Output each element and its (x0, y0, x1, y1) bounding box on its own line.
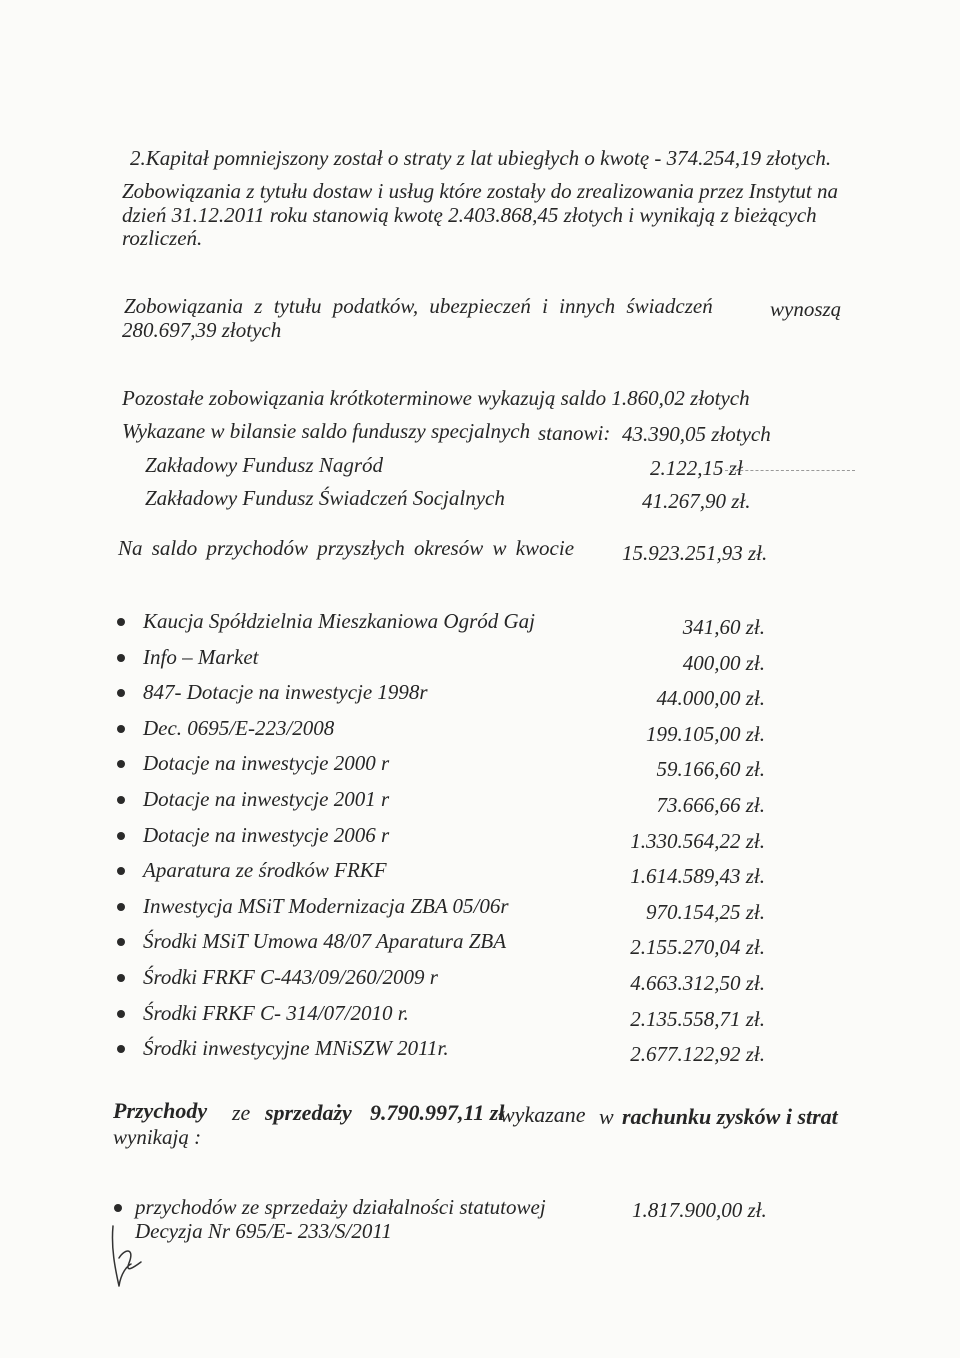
income-item-name: Dotacje na inwestycje 2000 r (143, 751, 390, 775)
sales-revenue-line2: wynikają : (113, 1125, 202, 1149)
fund-name-nagrod: Zakładowy Fundusz Nagród (145, 453, 384, 477)
statutory-sales-decision: Decyzja Nr 695/E- 233/S/2011 (135, 1219, 392, 1243)
income-item-name: Kaucja Spółdzielnia Mieszkaniowa Ogród Gaj (143, 609, 535, 633)
income-item-amount: 199.105,00 zł. (645, 722, 765, 746)
dashed-line (725, 470, 855, 471)
income-item-name: Dotacje na inwestycje 2001 r (143, 787, 390, 811)
bullet (117, 903, 125, 911)
income-item-amount: 1.614.589,43 zł. (630, 864, 765, 888)
sales-revenue-amount: 9.790.997,11 zł (370, 1100, 505, 1125)
paragraph-capital-line: 2.Kapitał pomniejszony został o straty z lat ubiegłych o kwotę - 374.254,19 złotych. (130, 146, 832, 170)
paragraph-obligations-line2: dzień 31.12.2011 roku stanowią kwotę 2.403.868,45 złotych i wynikają z bieżących (122, 203, 817, 227)
income-item-amount: 4.663.312,50 zł. (630, 971, 765, 995)
special-funds-total: 43.390,05 złotych (622, 422, 771, 446)
bullet (117, 832, 125, 840)
income-item-name: Inwestycja MSiT Modernizacja ZBA 05/06r (143, 894, 509, 918)
bullet (117, 974, 125, 982)
income-item-amount: 59.166,60 zł. (656, 757, 765, 781)
bullet (117, 796, 125, 804)
handwritten-initials (105, 1218, 145, 1293)
sales-revenue-w: w (599, 1104, 614, 1129)
income-item-name: Dotacje na inwestycje 2006 r (143, 823, 390, 847)
fund-name-socjalnych: Zakładowy Fundusz Świadczeń Socjalnych (145, 486, 505, 510)
statutory-sales-amount: 1.817.900,00 zł. (632, 1198, 767, 1222)
bullet (117, 867, 125, 875)
income-item-name: Środki FRKF C-443/09/260/2009 r (143, 965, 438, 989)
paragraph-taxes-line2: 280.697,39 złotych (122, 318, 282, 342)
income-item-amount: 400,00 zł. (682, 651, 765, 675)
bullet (117, 1010, 125, 1018)
sales-revenue-word3: sprzedaży (265, 1100, 352, 1125)
sales-revenue-rachunek: rachunku zysków i strat (622, 1104, 838, 1129)
paragraph-obligations-line3: rozliczeń. (122, 226, 203, 250)
paragraph-taxes-line1: Zobowiązania z tytułu podatków, ubezpieczeń i innych świadczeń (124, 294, 713, 318)
deferred-income-amount: 15.923.251,93 zł. (622, 541, 768, 565)
bullet (117, 689, 125, 697)
statutory-sales-label: przychodów ze sprzedaży działalności statutowej (135, 1195, 546, 1219)
bullet (117, 618, 125, 626)
sales-revenue-word1 (113, 1098, 207, 1124)
income-item-name: Środki MSiT Umowa 48/07 Aparatura ZBA (143, 929, 507, 953)
income-item-amount: 2.677.122,92 zł. (630, 1042, 765, 1066)
income-item-amount: 2.135.558,71 zł. (630, 1007, 765, 1031)
paragraph-obligations-line1: Zobowiązania z tytułu dostaw i usług które zostały do zrealizowania przez Instytut na (122, 179, 838, 203)
bullet (117, 1045, 125, 1053)
fund-amount-nagrod: 2.122,15 zł (650, 456, 743, 480)
income-item-amount: 341,60 zł. (682, 615, 765, 639)
income-item-amount: 2.155.270,04 zł. (630, 935, 765, 959)
special-funds-label: Wykazane w bilansie saldo funduszy specjalnych (122, 419, 531, 443)
income-item-name: Aparatura ze środków FRKF (143, 858, 387, 882)
sales-revenue-przychody: Przychody (113, 1098, 208, 1123)
deferred-income-label: Na saldo przychodów przyszłych okresów w kwocie (118, 536, 575, 560)
income-item-amount: 73.666,66 zł. (656, 793, 765, 817)
income-item-name: 847- Dotacje na inwestycje 1998r (143, 680, 428, 704)
income-item-name: Środki FRKF C- 314/07/2010 r. (143, 1001, 409, 1025)
special-funds-stanowi: stanowi: (538, 421, 611, 445)
income-item-name: Info – Market (143, 645, 259, 669)
sales-revenue-word2: ze (232, 1100, 251, 1125)
bullet (117, 938, 125, 946)
fund-amount-socjalnych: 41.267,90 zł. (642, 489, 751, 513)
sales-revenue-wykazane: wykazane (500, 1102, 586, 1127)
bullet (117, 654, 125, 662)
income-item-amount: 1.330.564,22 zł. (630, 829, 765, 853)
bullet (117, 725, 125, 733)
bullet (117, 760, 125, 768)
income-item-name: Dec. 0695/E-223/2008 (143, 716, 335, 740)
income-item-amount: 44.000,00 zł. (656, 686, 765, 710)
bullet (114, 1204, 122, 1212)
paragraph-other-obligations: Pozostałe zobowiązania krótkoterminowe wykazują saldo 1.860,02 złotych (122, 386, 750, 410)
paragraph-taxes-amount-label: wynoszą (770, 297, 842, 321)
income-item-amount: 970.154,25 zł. (645, 900, 765, 924)
income-item-name: Środki inwestycyjne MNiSZW 2011r. (143, 1036, 449, 1060)
